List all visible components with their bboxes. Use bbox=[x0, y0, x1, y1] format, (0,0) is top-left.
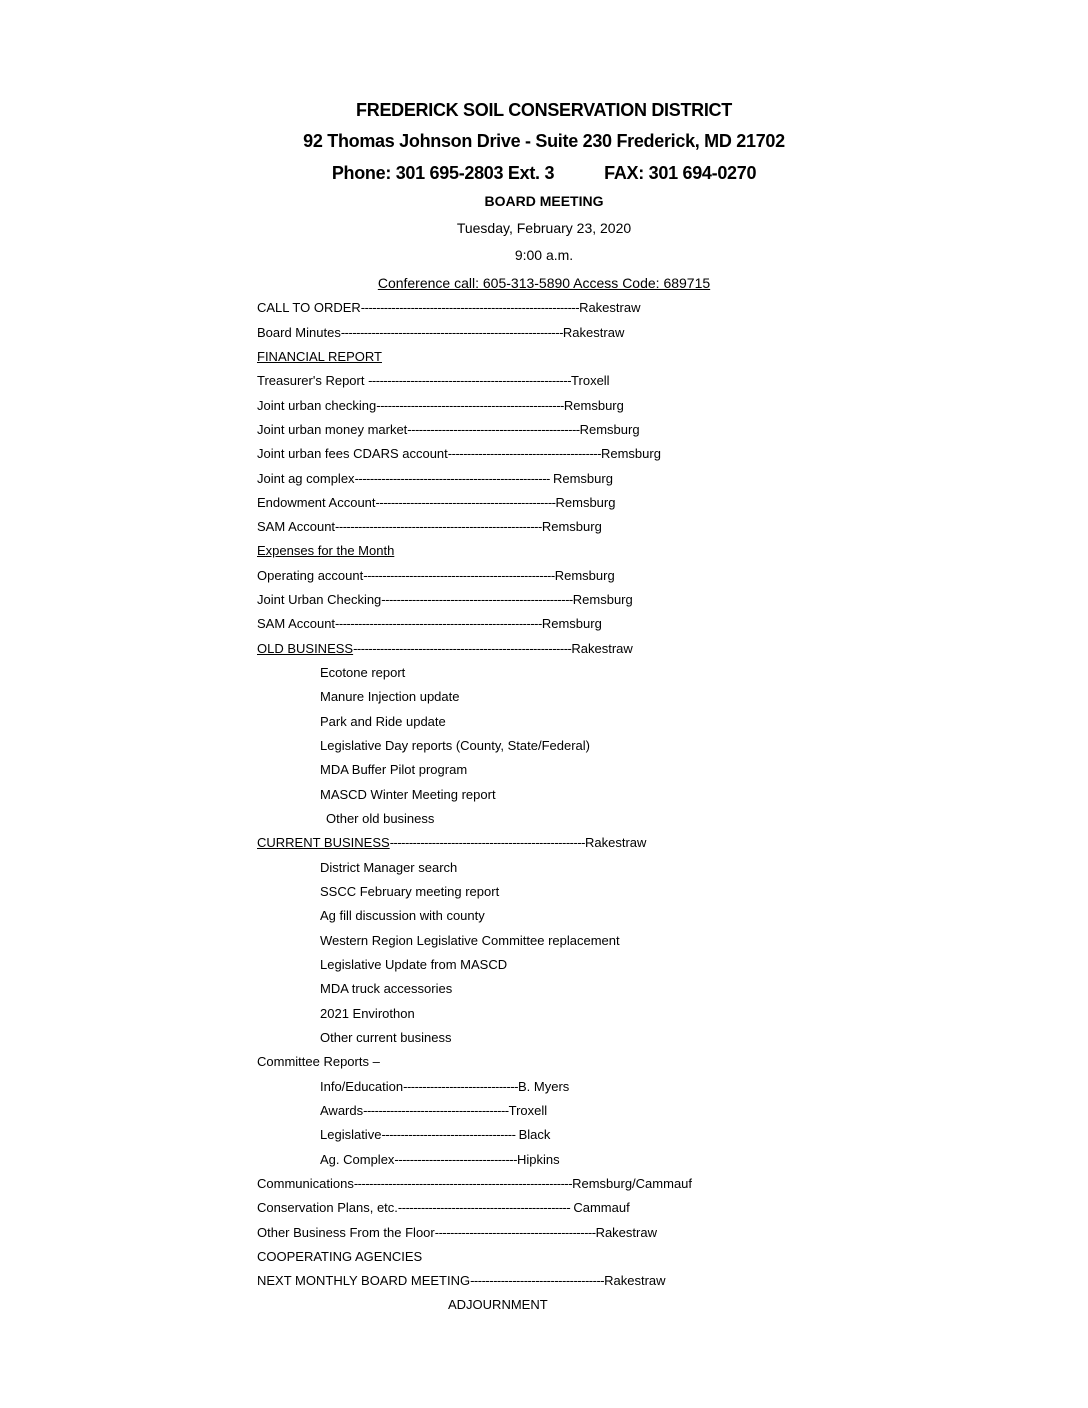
agenda-joint-urban-money-market: Joint urban money market---------------------------------------------Remsburg bbox=[257, 422, 640, 437]
agenda-board-minutes: Board Minutes----------------------------------------------------------Rakestraw bbox=[257, 325, 625, 340]
agenda-joint-urban-checking-2: Joint Urban Checking--------------------------------------------------Remsburg bbox=[257, 592, 633, 607]
current-item: Western Region Legislative Committee replacement bbox=[320, 933, 620, 948]
agenda-joint-urban-fees: Joint urban fees CDARS account----------------------------------------Remsburg bbox=[257, 446, 661, 461]
contact-line bbox=[0, 163, 1088, 184]
agenda-treasurer-report: Treasurer's Report -----------------------------------------------------Troxell bbox=[257, 373, 610, 388]
agenda-conservation-plans: Conservation Plans, etc.--------------------------------------------- Cammauf bbox=[257, 1200, 630, 1215]
agenda-operating-account: Operating account--------------------------------------------------Remsburg bbox=[257, 568, 615, 583]
agenda-adjournment: ADJOURNMENT bbox=[448, 1297, 548, 1312]
agenda-call-to-order: CALL TO ORDER---------------------------------------------------------Rakestraw bbox=[257, 300, 641, 315]
committee-awards: Awards--------------------------------------Troxell bbox=[320, 1103, 548, 1118]
agenda-joint-urban-checking: Joint urban checking-------------------------------------------------Remsburg bbox=[257, 398, 624, 413]
old-item: MDA Buffer Pilot program bbox=[320, 762, 468, 777]
old-item-other: Other old business bbox=[326, 811, 435, 826]
committee-ag-complex: Ag. Complex--------------------------------Hipkins bbox=[320, 1152, 560, 1167]
section-expenses: Expenses for the Month bbox=[257, 543, 395, 558]
current-item: Other current business bbox=[320, 1030, 452, 1045]
current-item: MDA truck accessories bbox=[320, 981, 453, 996]
org-title: FREDERICK SOIL CONSERVATION DISTRICT bbox=[356, 100, 732, 120]
meeting-title: BOARD MEETING bbox=[484, 193, 604, 209]
phone-number: Phone: 301 695-2803 Ext. 3 bbox=[331, 163, 555, 183]
section-old-business: OLD BUSINESS---------------------------------------------------------Rakestraw bbox=[257, 641, 633, 656]
section-current-business: CURRENT BUSINESS---------------------------------------------------Rakestraw bbox=[257, 835, 647, 850]
current-item: District Manager search bbox=[320, 860, 458, 875]
meeting-time: 9:00 a.m. bbox=[514, 247, 574, 263]
agenda-endowment-account: Endowment Account-----------------------------------------------Remsburg bbox=[257, 495, 616, 510]
conference-call bbox=[0, 275, 1088, 291]
conference-call-text: Conference call: 605-313-5890 Access Code: 689715 bbox=[377, 275, 711, 291]
old-item: MASCD Winter Meeting report bbox=[320, 787, 496, 802]
old-item: Ecotone report bbox=[320, 665, 406, 680]
current-item: Legislative Update from MASCD bbox=[320, 957, 508, 972]
meeting-date: Tuesday, February 23, 2020 bbox=[456, 220, 632, 236]
old-item: Legislative Day reports (County, State/Federal) bbox=[320, 738, 590, 753]
committee-info-education: Info/Education------------------------------B. Myers bbox=[320, 1079, 570, 1094]
agenda-next-meeting: NEXT MONTHLY BOARD MEETING-----------------------------------Rakestraw bbox=[257, 1273, 666, 1288]
old-item: Manure Injection update bbox=[320, 689, 460, 704]
committee-legislative: Legislative----------------------------------- Black bbox=[320, 1127, 551, 1142]
agenda-sam-account: SAM Account------------------------------------------------------Remsburg bbox=[257, 519, 602, 534]
agenda-other-business: Other Business From the Floor------------------------------------------Rakestraw bbox=[257, 1225, 657, 1240]
section-committee-reports: Committee Reports – bbox=[257, 1054, 380, 1069]
current-item: SSCC February meeting report bbox=[320, 884, 500, 899]
agenda-sam-account-2: SAM Account------------------------------------------------------Remsburg bbox=[257, 616, 602, 631]
address-line: 92 Thomas Johnson Drive - Suite 230 Frederick, MD 21702 bbox=[303, 131, 785, 151]
current-item: Ag fill discussion with county bbox=[320, 908, 485, 923]
section-cooperating-agencies: COOPERATING AGENCIES bbox=[257, 1249, 423, 1264]
old-item: Park and Ride update bbox=[320, 714, 446, 729]
agenda-communications: Communications---------------------------------------------------------Remsburg/Cammauf bbox=[257, 1176, 693, 1191]
fax-number: FAX: 301 694-0270 bbox=[604, 163, 757, 183]
agenda-joint-ag-complex: Joint ag complex--------------------------------------------------- Remsburg bbox=[257, 471, 613, 486]
section-financial-report: FINANCIAL REPORT bbox=[257, 349, 382, 364]
current-item: 2021 Envirothon bbox=[320, 1006, 415, 1021]
